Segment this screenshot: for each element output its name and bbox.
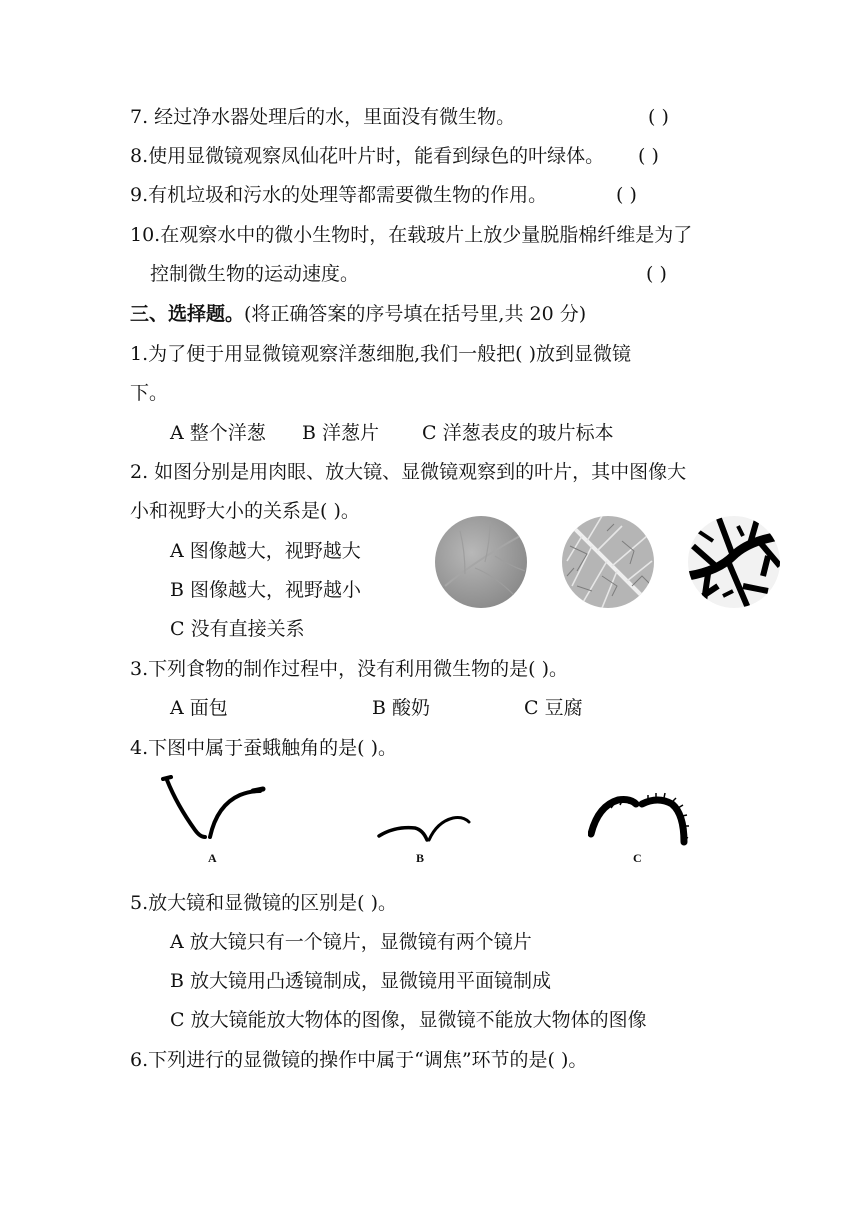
question-9: 9.有机垃圾和污水的处理等都需要微生物的作用。 bbox=[130, 184, 548, 206]
choice-question-2-line1: 2. 如图分别是用肉眼、放大镜、显微镜观察到的叶片，其中图像大 bbox=[130, 461, 687, 483]
section-3-heading bbox=[130, 301, 586, 327]
leaf-naked-eye-image bbox=[435, 516, 527, 608]
choice-3-option-a: A 面包 bbox=[170, 697, 228, 719]
antenna-a-image bbox=[155, 775, 270, 845]
choice-1-option-b: B 洋葱片 bbox=[302, 422, 380, 444]
answer-paren-10: ( ) bbox=[646, 263, 667, 285]
section-3-title: 三、选择题。 bbox=[130, 303, 245, 325]
answer-paren-7: ( ) bbox=[648, 106, 669, 128]
leaf-magnifier-image bbox=[562, 516, 654, 608]
antenna-b-label: B bbox=[416, 851, 425, 865]
choice-1-option-c: C 洋葱表皮的玻片标本 bbox=[422, 422, 614, 444]
choice-5-option-a: A 放大镜只有一个镜片，显微镜有两个镜片 bbox=[170, 931, 532, 953]
question-7: 7. 经过净水器处理后的水，里面没有微生物。 bbox=[130, 106, 516, 128]
antenna-a-label: A bbox=[208, 851, 217, 865]
choice-2-option-a: A 图像越大，视野越大 bbox=[170, 540, 361, 562]
choice-question-3: 3.下列食物的制作过程中，没有利用微生物的是( )。 bbox=[130, 658, 568, 680]
choice-question-1-line1: 1.为了便于用显微镜观察洋葱细胞,我们一般把( )放到显微镜 bbox=[130, 343, 632, 365]
choice-2-option-c: C 没有直接关系 bbox=[170, 618, 305, 640]
question-10-line2: 控制微生物的运动速度。 bbox=[150, 263, 360, 285]
antenna-c-label: C bbox=[633, 851, 642, 865]
leaf-microscope-image bbox=[688, 516, 780, 608]
choice-question-4: 4.下图中属于蚕蛾触角的是( )。 bbox=[130, 737, 397, 759]
antenna-c-image bbox=[588, 792, 690, 852]
choice-5-option-b: B 放大镜用凸透镜制成，显微镜用平面镜制成 bbox=[170, 970, 552, 992]
section-3-note: (将正确答案的序号填在括号里,共 20 分) bbox=[244, 303, 587, 325]
antenna-b-image bbox=[375, 810, 475, 850]
question-10-line1: 10.在观察水中的微小生物时，在载玻片上放少量脱脂棉纤维是为了 bbox=[130, 224, 693, 246]
choice-3-option-c: C 豆腐 bbox=[524, 697, 583, 719]
choice-1-option-a: A 整个洋葱 bbox=[170, 422, 266, 444]
choice-2-option-b: B 图像越大，视野越小 bbox=[170, 579, 362, 601]
choice-5-option-c: C 放大镜能放大物体的图像，显微镜不能放大物体的图像 bbox=[170, 1009, 647, 1031]
choice-question-6: 6.下列进行的显微镜的操作中属于“调焦”环节的是( )。 bbox=[130, 1049, 588, 1071]
choice-3-option-b: B 酸奶 bbox=[372, 697, 431, 719]
question-8: 8.使用显微镜观察凤仙花叶片时，能看到绿色的叶绿体。 bbox=[130, 145, 605, 167]
choice-question-1-line2: 下。 bbox=[130, 382, 169, 404]
answer-paren-9: ( ) bbox=[616, 184, 637, 206]
choice-question-5: 5.放大镜和显微镜的区别是( )。 bbox=[130, 892, 397, 914]
choice-question-2-line2: 小和视野大小的关系是( )。 bbox=[130, 500, 360, 522]
answer-paren-8: ( ) bbox=[638, 145, 659, 167]
